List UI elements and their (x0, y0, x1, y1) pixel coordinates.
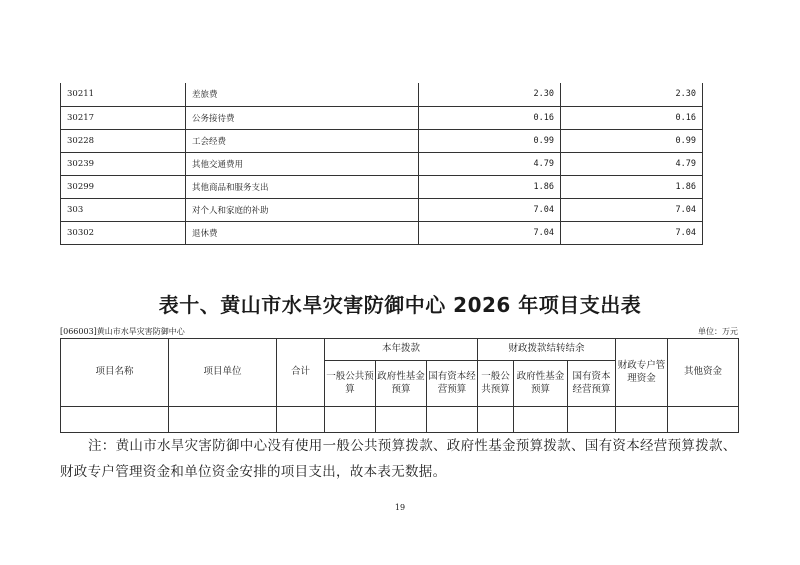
cell-code: 30228 (61, 129, 186, 152)
header-project-unit: 项目单位 (169, 338, 277, 406)
empty-cell (478, 406, 514, 432)
cell-code: 303 (61, 198, 186, 221)
cell-amount: 0.99 (419, 129, 561, 152)
cell-name: 差旅费 (186, 83, 419, 106)
header-capital-budget: 国有资本经营预算 (427, 360, 478, 406)
empty-cell (61, 406, 169, 432)
cell-code: 30211 (61, 83, 186, 106)
cell-amount: 7.04 (419, 221, 561, 244)
table-row (61, 198, 703, 221)
header-capital-budget-carry: 国有资本经营预算 (568, 360, 616, 406)
cell-amount: 7.04 (419, 198, 561, 221)
empty-cell (325, 406, 376, 432)
table-row (61, 129, 703, 152)
cell-amount: 1.86 (419, 175, 561, 198)
header-current-allocation: 本年拨款 (325, 338, 478, 360)
table-row (61, 106, 703, 129)
cell-code: 30217 (61, 106, 186, 129)
header-fund-budget: 政府性基金预算 (376, 360, 427, 406)
empty-cell (169, 406, 277, 432)
cell-amount: 7.04 (561, 198, 703, 221)
page-title: 表十、黄山市水旱灾害防御中心 2026 年项目支出表 (158, 293, 642, 317)
expense-detail-table (60, 83, 703, 245)
cell-amount: 7.04 (561, 221, 703, 244)
header-fund-budget-carry: 政府性基金预算 (514, 360, 568, 406)
table-row (61, 152, 703, 175)
cell-name: 工会经费 (186, 129, 419, 152)
empty-cell (376, 406, 427, 432)
cell-code: 30299 (61, 175, 186, 198)
header-special-account: 财政专户管理资金 (616, 338, 668, 406)
project-expenditure-table (60, 338, 739, 433)
unit-label: 单位：万元 (698, 327, 738, 336)
cell-name: 其他交通费用 (186, 152, 419, 175)
header-general-budget: 一般公共预算 (325, 360, 376, 406)
cell-name: 对个人和家庭的补助 (186, 198, 419, 221)
header-other-funds: 其他资金 (668, 338, 739, 406)
cell-amount: 0.99 (561, 129, 703, 152)
table-row (61, 83, 703, 106)
cell-amount: 2.30 (419, 83, 561, 106)
header-project-name: 项目名称 (61, 338, 169, 406)
empty-cell (514, 406, 568, 432)
cell-amount: 2.30 (561, 83, 703, 106)
header-carryover: 财政拨款结转结余 (478, 338, 616, 360)
cell-name: 其他商品和服务支出 (186, 175, 419, 198)
cell-amount: 4.79 (419, 152, 561, 175)
cell-name: 公务接待费 (186, 106, 419, 129)
cell-code: 30239 (61, 152, 186, 175)
org-label: [066003]黄山市水旱灾害防御中心 (60, 327, 185, 336)
cell-amount: 4.79 (561, 152, 703, 175)
cell-amount: 0.16 (419, 106, 561, 129)
table-row (61, 221, 703, 244)
empty-cell (427, 406, 478, 432)
empty-cell (668, 406, 739, 432)
cell-code: 30302 (61, 221, 186, 244)
page-number: 19 (394, 503, 406, 512)
cell-name: 退休费 (186, 221, 419, 244)
table-row (61, 406, 739, 432)
empty-cell (277, 406, 325, 432)
header-general-budget-carry: 一般公共预算 (478, 360, 514, 406)
cell-amount: 0.16 (561, 106, 703, 129)
header-total: 合计 (277, 338, 325, 406)
empty-cell (568, 406, 616, 432)
table-row (61, 175, 703, 198)
table-note: 注：黄山市水旱灾害防御中心没有使用一般公共预算拨款、政府性基金预算拨款、国有资本经营预算拨款、财政专户管理资金和单位资金安排的项目支出，故本表无数据。 (60, 438, 737, 480)
empty-cell (616, 406, 668, 432)
cell-amount: 1.86 (561, 175, 703, 198)
